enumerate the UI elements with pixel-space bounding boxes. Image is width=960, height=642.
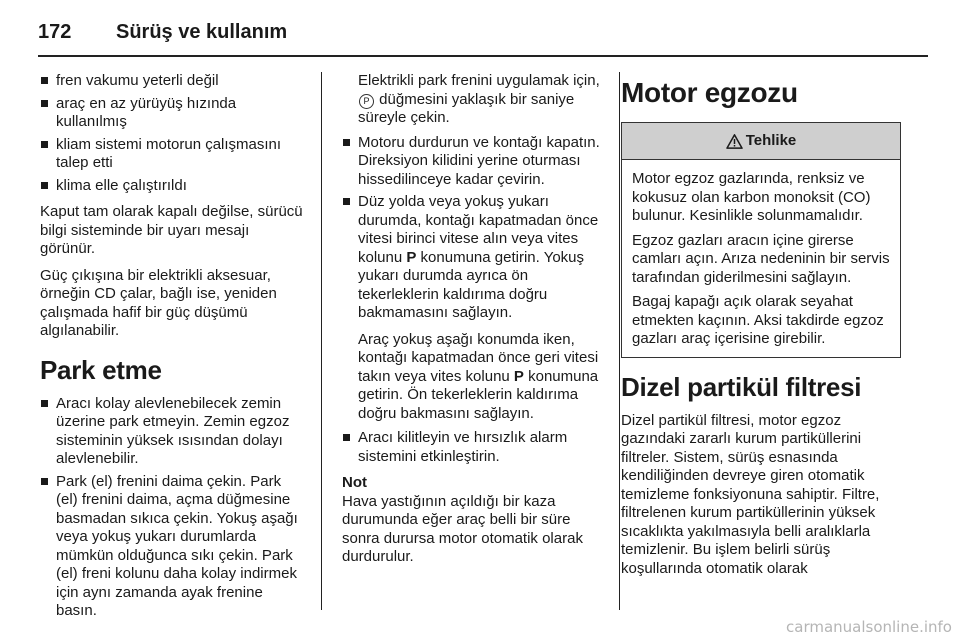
section-heading-diesel-filter: Dizel partikül filtresi xyxy=(621,371,862,402)
section-heading-park: Park etme xyxy=(40,354,162,385)
danger-body xyxy=(622,160,900,357)
list-item: fren vakumu yeterli değil xyxy=(40,72,306,91)
list-item: Aracı kilitleyin ve hırsızlık alarm sistemini etkinleştirin. xyxy=(342,429,608,466)
paragraph: Araç yokuş aşağı konumda iken, kontağı kapatmadan önce geri vitesi takın veya vites kolunu P konumuna getirin. Ön tekerleklerin kaldırıma doğru bakmasını sağlayın. xyxy=(358,330,599,422)
bullet-square-icon xyxy=(41,100,48,107)
column-3 xyxy=(621,72,901,586)
paragraph: Egzoz gazları aracın içine girerse camları açın. Arıza nedeninin bir servis tarafından giderilmesini sağlayın. xyxy=(632,231,890,286)
list-item: Park (el) frenini daima çekin. Park (el) frenini daima, açma düğmesine basmadan sıkıca çekin. Yokuş aşağı veya yokuş yukarı durumlarda mümkün olduğunca sıkı çekin. Park (el) freni kolunu daha kolay indirmek için aynı zamanda ayak frenine basın. xyxy=(40,473,306,621)
section-heading-exhaust: Motor egzozu xyxy=(621,77,798,108)
park-steps-list-2 xyxy=(342,429,608,466)
paragraph: Elektrikli park frenini uygulamak için, P düğmesini yaklaşık bir saniye süreyle çekin. xyxy=(358,72,600,126)
page-section-title: Sürüş ve kullanım xyxy=(116,21,288,43)
list-item: kliam sistemi motorun çalışmasını talep etti xyxy=(40,136,306,173)
note-text: Hava yastığının açıldığı bir kaza durumunda eğer araç belli bir süre sonra durursa motor otomatik olarak durdurulur. xyxy=(342,492,583,565)
list-item: Aracı kolay alevlenebilecek zemin üzerine park etmeyin. Zemin egzoz sisteminin yüksek ısısından dolayı alevlenebilir. xyxy=(40,395,306,469)
list-item: Düz yolda veya yokuş yukarı durumda, kontağı kapatmadan önce vitesi birinci vitese alın veya vites kolunu P konumuna getirin. Yokuş yukarı durumda ayrıca ön tekerleklerin kaldırıma doğru bakmamasını sağlayın. xyxy=(342,193,608,323)
paragraph: Güç çıkışına bir elektrikli aksesuar, örneğin CD çalar, bağlı ise, yeniden çalışmada hafif bir güç düşümü algılanabilir. xyxy=(40,266,277,339)
bullet-square-icon xyxy=(343,434,350,441)
parking-brake-icon: P xyxy=(359,94,374,109)
paragraph: Dizel partikül filtresi, motor egzoz gazındaki zararlı kurum partiküllerini filtreler. Sistem, sürüş esnasında kendiliğinden devreye giren otomatik temizleme fonksiyonuna sahiptir. Filtre, filtrelenen kurum partiküllerinin yüksek sıcaklıkta yakılmasıyla belli aralıklarla temizlenir. Bu işlem belirli sürüş koşullarında otomatik olarak xyxy=(621,411,880,577)
column-1 xyxy=(40,72,306,629)
watermark: carmanualsonline.info xyxy=(786,618,952,636)
column-divider xyxy=(619,72,620,610)
bullet-square-icon xyxy=(41,141,48,148)
list-item: klima elle çalıştırıldı xyxy=(40,177,306,196)
danger-label: Tehlike xyxy=(745,131,797,149)
bullet-square-icon xyxy=(41,182,48,189)
danger-header xyxy=(622,123,900,160)
column-2 xyxy=(342,72,608,575)
park-list xyxy=(40,395,306,621)
bullet-square-icon xyxy=(343,139,350,146)
paragraph: Kaput tam olarak kapalı değilse, sürücü bilgi sisteminde bir uyarı mesajı görünür. xyxy=(40,203,303,257)
bullet-square-icon xyxy=(41,77,48,84)
note-title: Not xyxy=(342,474,367,491)
park-steps-list xyxy=(342,134,608,323)
warning-triangle-icon xyxy=(726,134,743,149)
page-header xyxy=(38,10,928,57)
bullet-square-icon xyxy=(41,400,48,407)
page-number: 172 xyxy=(38,21,72,43)
bullet-square-icon xyxy=(343,198,350,205)
paragraph: Bagaj kapağı açık olarak seyahat etmekten kaçının. Aksi takdirde egzoz gazları araç içerisine girebilir. xyxy=(632,293,884,347)
list-item: Motoru durdurun ve kontağı kapatın. Direksiyon kilidini yerine oturması hissedilinceye kadar çevirin. xyxy=(342,134,608,190)
bullet-square-icon xyxy=(41,478,48,485)
list-item: araç en az yürüyüş hızında kullanılmış xyxy=(40,95,306,132)
paragraph: Motor egzoz gazlarında, renksiz ve kokusuz olan karbon monoksit (CO) bulunur. Kesinlikle solunmamalıdır. xyxy=(632,170,871,224)
danger-box xyxy=(621,122,901,358)
column-divider xyxy=(321,72,322,610)
requirements-list xyxy=(40,72,306,195)
